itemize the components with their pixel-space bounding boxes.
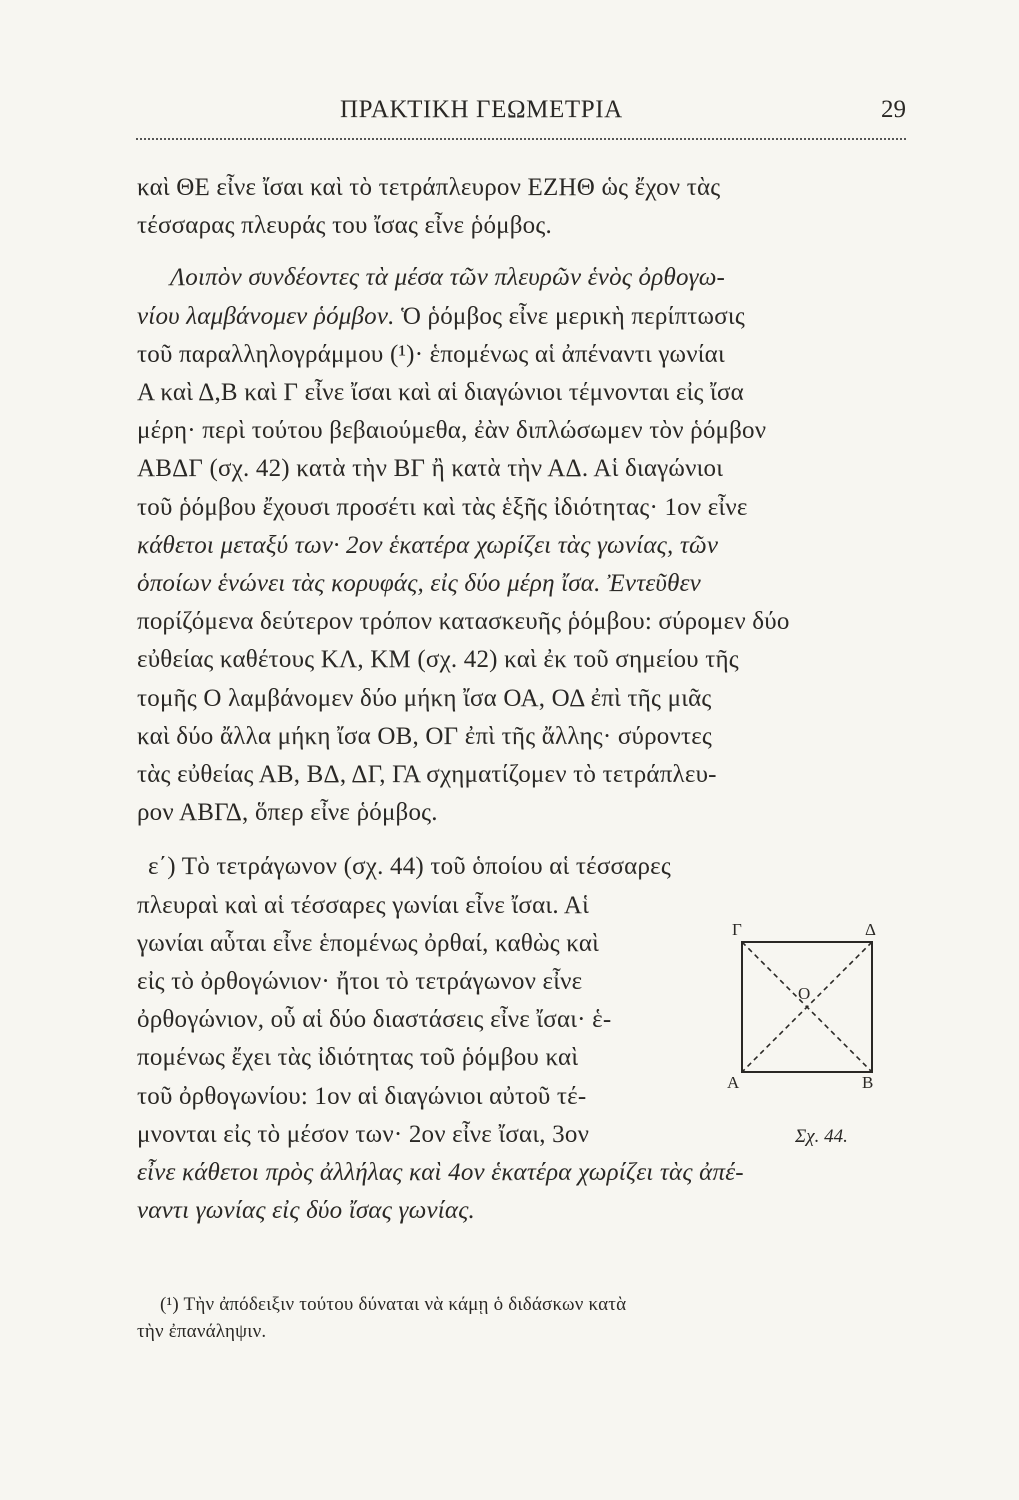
body-line: μέρη· περὶ τούτου βεβαιούμεθα, ἐὰν διπλώσωμεν τὸν ῥόμβον xyxy=(137,417,767,444)
figure-caption: Σχ. 44. xyxy=(795,1126,848,1147)
body-line: Α καὶ Δ,Β καὶ Γ εἶνε ἴσαι καὶ αἱ διαγώνιοι τέμνονται εἰς ἴσα xyxy=(137,379,744,406)
body-line: καὶ ΘΕ εἶνε ἴσαι καὶ τὸ τετράπλευρον ΕΖΗΘ ὡς ἔχον τὰς xyxy=(137,174,721,201)
body-line: πομένως ἔχει τὰς ἰδιότητας τοῦ ῥόμβου καὶ xyxy=(137,1044,579,1071)
body-line: κάθετοι μεταξύ των· 2ον ἑκατέρα χωρίζει τὰς γωνίας, τῶν xyxy=(137,532,719,559)
section-heading-line: ε΄) Τὸ τετράγωνον (σχ. 44) τοῦ ὁποίου αἱ τέσσαρες xyxy=(148,853,671,880)
vertex-label-gamma: Γ xyxy=(732,920,742,939)
vertex-label-delta: Δ xyxy=(865,920,876,939)
body-line: τέσσαρας πλευράς του ἴσας εἶνε ῥόμβος. xyxy=(137,212,552,239)
body-line: ὁποίων ἑνώνει τὰς κορυφάς, εἰς δύο μέρη ἴσα. Ἐντεῦθεν xyxy=(137,570,701,597)
center-label-omicron: Ο xyxy=(798,984,811,1003)
footnote-line: (¹) Τὴν ἀπόδειξιν τούτου δύναται νὰ κάμῃ ὁ διδάσκων κατὰ xyxy=(160,1294,627,1315)
running-title: ΠΡΑΚΤΙΚΗ ΓΕΩΜΕΤΡΙΑ xyxy=(340,96,623,123)
vertex-label-beta: Β xyxy=(862,1073,874,1092)
body-line: καὶ δύο ἄλλα μήκη ἴσα ΟΒ, ΟΓ ἐπὶ τῆς ἄλλης· σύροντες xyxy=(137,723,712,750)
page-number: 29 xyxy=(881,96,906,123)
body-line: ρον ΑΒΓΔ, ὅπερ εἶνε ῥόμβος. xyxy=(137,799,438,826)
inline-italic: νίου λαμβάνομεν ῥόμβον. xyxy=(137,303,395,330)
body-line: ναντι γωνίας εἰς δύο ἴσας γωνίας. xyxy=(137,1197,476,1224)
body-line: τομῆς Ο λαμβάνομεν δύο μήκη ἴσα ΟΑ, ΟΔ ἐπὶ τῆς μιᾶς xyxy=(137,685,712,712)
body-line: τοῦ ὀρθογωνίου: 1ον αἱ διαγώνιοι αὐτοῦ τέ- xyxy=(137,1083,587,1110)
page-header xyxy=(136,96,906,136)
body-line: εἶνε κάθετοι πρὸς ἀλλήλας καὶ 4ον ἑκατέρα χωρίζει τὰς ἀπέ- xyxy=(137,1159,744,1186)
body-line: τοῦ ῥόμβου ἔχουσι προσέτι καὶ τὰς ἑξῆς ἰδιότητας· 1ον εἶνε xyxy=(137,494,748,521)
body-line: εἰς τὸ ὀρθογώνιον· ἤτοι τὸ τετράγωνον εἶνε xyxy=(137,968,583,995)
body-line: τοῦ παραλληλογράμμου (¹)· ἑπομένως αἱ ἀπέναντι γωνίαι xyxy=(137,341,725,368)
body-line: πλευραὶ καὶ αἱ τέσσαρες γωνίαι εἶνε ἴσαι. Αἱ xyxy=(137,892,590,919)
body-line: Λοιπὸν συνδέοντες τὰ μέσα τῶν πλευρῶν ἑνὸς ὀρθογω- xyxy=(170,264,726,291)
body-line: τὰς εὐθείας ΑΒ, ΒΔ, ΔΓ, ΓΑ σχηματίζομεν τὸ τετράπλευ- xyxy=(137,761,717,788)
footnote-line: τὴν ἐπανάληψιν. xyxy=(137,1321,267,1342)
body-line: εὐθείας καθέτους ΚΛ, ΚΜ (σχ. 42) καὶ ἐκ τοῦ σημείου τῆς xyxy=(137,646,739,673)
header-rule xyxy=(136,138,906,140)
body-line: ὀρθογώνιον, οὗ αἱ δύο διαστάσεις εἶνε ἴσαι· ἑ- xyxy=(137,1006,612,1033)
body-line: ΑΒΔΓ (σχ. 42) κατὰ τὴν ΒΓ ἢ κατὰ τὴν ΑΔ. Αἱ διαγώνιοι xyxy=(137,455,724,482)
body-line: γωνίαι αὗται εἶνε ἑπομένως ὀρθαί, καθὼς καὶ xyxy=(137,930,600,957)
vertex-label-alpha: Α xyxy=(727,1073,740,1092)
square-diagram xyxy=(722,920,882,1095)
body-line: μνονται εἰς τὸ μέσον των· 2ον εἶνε ἴσαι, 3ον xyxy=(137,1121,590,1148)
square-figure xyxy=(722,920,882,1095)
body-line: πορίζόμενα δεύτερον τρόπον κατασκευῆς ῥόμβου: σύρομεν δύο xyxy=(137,608,790,635)
body-line: νίου λαμβάνομεν ῥόμβον. Ὁ ῥόμβος εἶνε μερικὴ περίπτωσις xyxy=(137,303,745,330)
